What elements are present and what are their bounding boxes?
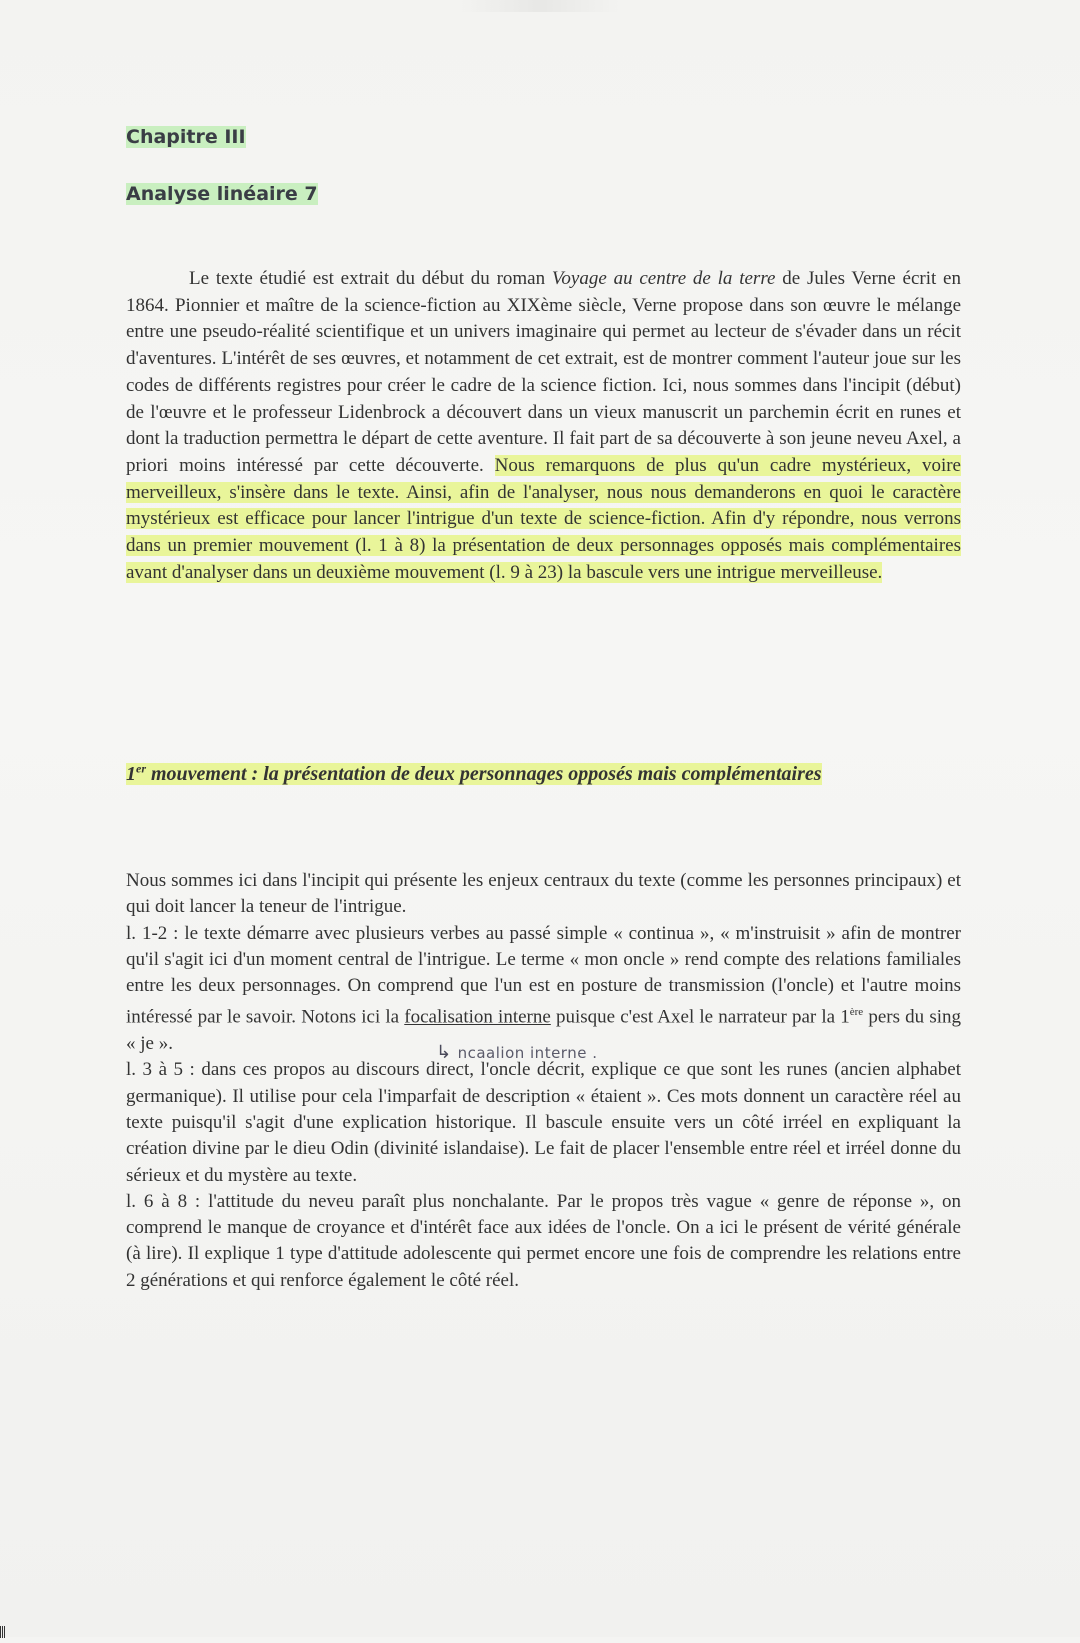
body-paragraph-4: l. 6 à 8 : l'attitude du neveu paraît plus nonchalante. Par le propos très vague « genre de réponse », on comprend le manque de croyance et d'intérêt face aux idées de l'oncle. On a ici le présent de vérité générale (à lire). Il explique 1 type d'attitude adolescente qui permet encore une fois de comprendre les relations entre 2 générations et qui renforce également le côté réel.: [126, 1190, 961, 1291]
introduction-paragraph: Le texte étudié est extrait du début du roman Voyage au centre de la terre de Jules Verne écrit en 1864. Pionnier et maître de la science-fiction au XIXème siècle, Verne propose dans son œuvre le mélange entre une pseudo-réalité scientifique et un univers imaginaire qui permet au lecteur de s'évader dans un récit d'aventures. L'intérêt de ses œuvres, et notamment de cet extrait, est de montrer comment l'auteur joue sur les codes de différents registres pour créer le cadre de la science fiction. Ici, nous sommes dans l'incipit (début) de l'œuvre et le professeur Lidenbrock a découvert dans un vieux manuscrit un parchemin écrit en runes et dont la traduction permettra le départ de cette aventure. Il fait part de sa découverte à son jeune neveu Axel, a priori moins intéressé par cette découverte. Nous remarquons de plus qu'un cadre mystérieux, voire merveilleux, s'insère dans le texte. Ainsi, afin de l'analyser, nous nous demanderons en quoi le caractère mystérieux est efficace pour lancer l'intrigue d'un texte de science-fiction. Afin d'y répondre, nous verrons dans un premier mouvement (l. 1 à 8) la présentation de deux personnages opposés mais complémentaires avant d'analyser dans un deuxième mouvement (l. 9 à 23) la bascule vers une intrigue merveilleuse.: [126, 268, 961, 583]
analysis-title: Analyse linéaire 7: [126, 183, 318, 205]
analysis-body: [126, 868, 961, 1294]
scan-smudge: [460, 0, 620, 12]
chapter-heading: Chapitre III: [126, 126, 246, 148]
handwritten-note: ↳ ncaalion interne .: [436, 1042, 598, 1063]
section-heading: 1er mouvement : la présentation de deux personnages opposés mais complémentaires: [126, 761, 822, 785]
scan-edge-mark: [0, 1625, 8, 1637]
underlined-term: focalisation interne: [404, 1006, 551, 1028]
hand-arrow-icon: ↳: [436, 1042, 452, 1063]
body-paragraph-3: l. 3 à 5 : dans ces propos au discours direct, l'oncle décrit, explique ce que sont les runes (ancien alphabet germanique). Il utilise pour cela l'imparfait de description « étaient ». Ces mots donnent un caractère réel au texte puisqu'il s'agit d'une explication historique. Il bascule ensuite vers un côté irréel en expliquant la création divine par le dieu Odin (divinité islandaise). Le fait de placer l'ensemble entre réel et irréel donne du sérieux et du mystère au texte.: [126, 1059, 961, 1186]
body-paragraph-2: l. 1-2 : le texte démarre avec plusieurs verbes au passé simple « continua », « m'instruisit » afin de montrer qu'il s'agit ici d'un moment central de l'intrigue. Le terme « mon oncle » rend compte des relations familiales entre les deux personnages. On comprend que l'un est en posture de transmission (l'oncle) et l'autre moins intéressé par le savoir. Notons ici la focalisation interne puisque c'est Axel le narrateur par la 1ère pers du sing « je ».: [126, 922, 961, 1055]
highlighted-problematic: Nous remarquons de plus qu'un cadre mystérieux, voire merveilleux, s'insère dans le texte. Ainsi, afin de l'analyser, nous nous demanderons en quoi le caractère mystérieux est efficace pour lancer l'intrigue d'un texte de science-fiction. Afin d'y répondre, nous verrons dans un premier mouvement (l. 1 à 8) la présentation de deux personnages opposés mais complémentaires avant d'analyser dans un deuxième mouvement (l. 9 à 23) la bascule vers une intrigue merveilleuse.: [126, 454, 961, 583]
book-title: Voyage au centre de la terre: [551, 268, 776, 289]
body-paragraph-1: Nous sommes ici dans l'incipit qui présente les enjeux centraux du texte (comme les personnes principaux) et qui doit lancer la teneur de l'intrigue.: [126, 870, 961, 918]
